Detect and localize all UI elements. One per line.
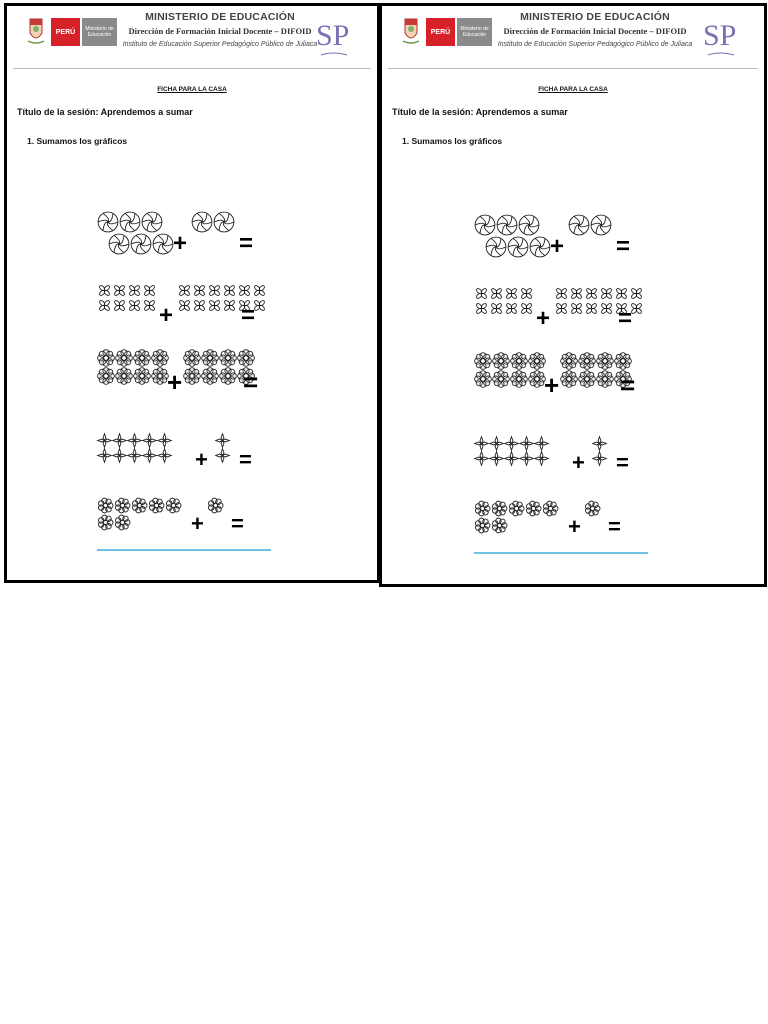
pinwheel-flower-icon bbox=[486, 237, 506, 257]
four-petal-flower-icon bbox=[224, 285, 236, 297]
peru-badge: PERÚ bbox=[51, 18, 80, 46]
daisy-flower-icon bbox=[475, 353, 492, 370]
pinwheel-flower-icon bbox=[519, 215, 539, 235]
daisy-flower-icon bbox=[561, 353, 578, 370]
plus-sign: + bbox=[536, 305, 551, 332]
daisy-flower-icon bbox=[511, 353, 528, 370]
round-flower-icon bbox=[509, 501, 524, 516]
star-flower-icon bbox=[535, 452, 549, 466]
four-petal-flower-icon bbox=[194, 300, 206, 312]
four-petal-flower-icon bbox=[521, 303, 533, 315]
pinwheel-flower-icon bbox=[192, 212, 212, 232]
direction-subtitle: Dirección de Formación Inicial Docente – DIFOID bbox=[128, 26, 312, 36]
daisy-flower-icon bbox=[202, 350, 219, 367]
pinwheel-flower-icon bbox=[109, 234, 129, 254]
round-flower-icon bbox=[475, 518, 490, 533]
institute-logo-icon bbox=[700, 11, 742, 63]
daisy-flower-icon bbox=[597, 353, 614, 370]
star-flower-icon bbox=[98, 434, 112, 448]
star-flower-icon bbox=[505, 452, 519, 466]
daisy-flower-icon bbox=[493, 353, 510, 370]
round-flower-icon bbox=[132, 498, 147, 513]
four-petal-flower-icon bbox=[209, 300, 221, 312]
four-petal-flower-icon bbox=[254, 285, 266, 297]
daisy-flower-icon bbox=[134, 350, 151, 367]
star-flower-icon bbox=[535, 437, 549, 451]
page-header bbox=[388, 6, 758, 69]
four-petal-flower-icon bbox=[631, 303, 643, 315]
four-petal-flower-icon bbox=[129, 285, 141, 297]
worksheet-page-right bbox=[379, 3, 767, 587]
four-petal-flower-icon bbox=[209, 285, 221, 297]
peru-coat-of-arms-icon bbox=[402, 15, 420, 45]
equals-sign: = bbox=[239, 230, 254, 257]
four-petal-flower-icon bbox=[224, 300, 236, 312]
star-flower-icon bbox=[505, 437, 519, 451]
institute-name: Instituto de Educación Superior Pedagógico Público de Juliaca bbox=[497, 41, 693, 48]
four-petal-flower-icon bbox=[571, 288, 583, 300]
four-petal-flower-icon bbox=[616, 288, 628, 300]
plus-sign: + bbox=[167, 367, 183, 397]
four-petal-flower-icon bbox=[99, 300, 111, 312]
institute-name: Instituto de Educación Superior Pedagógico Público de Juliaca bbox=[122, 41, 318, 48]
round-flower-icon bbox=[585, 501, 600, 516]
four-petal-flower-icon bbox=[506, 303, 518, 315]
star-flower-icon bbox=[216, 434, 230, 448]
ficha-heading: FICHA PARA LA CASA bbox=[157, 86, 227, 93]
pinwheel-flower-icon bbox=[131, 234, 151, 254]
four-petal-flower-icon bbox=[254, 300, 266, 312]
four-petal-flower-icon bbox=[556, 303, 568, 315]
round-flower-icon bbox=[208, 498, 223, 513]
daisy-flower-icon bbox=[220, 350, 237, 367]
star-flower-icon bbox=[143, 434, 157, 448]
four-petal-flower-icon bbox=[491, 288, 503, 300]
daisy-flower-icon bbox=[152, 368, 169, 385]
round-flower-icon bbox=[115, 515, 130, 530]
equals-sign: = bbox=[616, 450, 629, 475]
four-petal-flower-icon bbox=[631, 288, 643, 300]
daisy-flower-icon bbox=[579, 353, 596, 370]
daisy-flower-icon bbox=[220, 368, 237, 385]
four-petal-flower-icon bbox=[601, 288, 613, 300]
pinwheel-flower-icon bbox=[569, 215, 589, 235]
star-flower-icon bbox=[216, 449, 230, 463]
daisy-flower-icon bbox=[597, 371, 614, 388]
star-flower-icon bbox=[520, 437, 534, 451]
pinwheel-flower-icon bbox=[530, 237, 550, 257]
daisy-flower-icon bbox=[98, 368, 115, 385]
four-petal-flower-icon bbox=[521, 288, 533, 300]
four-petal-flower-icon bbox=[129, 300, 141, 312]
daisy-flower-icon bbox=[493, 371, 510, 388]
equals-sign: = bbox=[243, 367, 259, 397]
institute-logo-icon bbox=[313, 11, 355, 63]
daisy-flower-icon bbox=[238, 350, 255, 367]
worksheet-page-left bbox=[4, 3, 380, 583]
four-petal-flower-icon bbox=[586, 288, 598, 300]
four-petal-flower-icon bbox=[506, 288, 518, 300]
daisy-flower-icon bbox=[511, 371, 528, 388]
four-petal-flower-icon bbox=[144, 300, 156, 312]
star-flower-icon bbox=[98, 449, 112, 463]
plus-sign: + bbox=[550, 233, 565, 260]
four-petal-flower-icon bbox=[144, 285, 156, 297]
equals-sign: = bbox=[620, 370, 636, 400]
star-flower-icon bbox=[113, 434, 127, 448]
daisy-flower-icon bbox=[615, 353, 632, 370]
pinwheel-flower-icon bbox=[98, 212, 118, 232]
daisy-flower-icon bbox=[475, 371, 492, 388]
four-petal-flower-icon bbox=[601, 303, 613, 315]
equals-sign: = bbox=[618, 305, 633, 332]
ministry-title: MINISTERIO DE EDUCACIÓN bbox=[145, 11, 295, 23]
pinwheel-flower-icon bbox=[497, 215, 517, 235]
four-petal-flower-icon bbox=[571, 303, 583, 315]
exercise-item: 1. Sumamos los gráficos bbox=[402, 136, 503, 146]
star-flower-icon bbox=[475, 452, 489, 466]
equals-sign: = bbox=[241, 302, 256, 329]
daisy-flower-icon bbox=[116, 368, 133, 385]
four-petal-flower-icon bbox=[556, 288, 568, 300]
four-petal-flower-icon bbox=[476, 303, 488, 315]
round-flower-icon bbox=[543, 501, 558, 516]
four-petal-flower-icon bbox=[491, 303, 503, 315]
equals-sign: = bbox=[616, 233, 631, 260]
ministry-badge: Ministerio de Educación bbox=[82, 18, 117, 46]
exercise-item: 1. Sumamos los gráficos bbox=[27, 136, 128, 146]
four-petal-flower-icon bbox=[99, 285, 111, 297]
plus-sign: + bbox=[568, 514, 581, 539]
plus-sign: + bbox=[173, 230, 188, 257]
four-petal-flower-icon bbox=[239, 285, 251, 297]
institute-logo-text: SP bbox=[316, 19, 350, 52]
session-title: Título de la sesión: Aprendemos a sumar bbox=[17, 107, 193, 117]
daisy-flower-icon bbox=[561, 371, 578, 388]
equals-sign: = bbox=[239, 447, 252, 472]
round-flower-icon bbox=[149, 498, 164, 513]
answer-baseline bbox=[97, 549, 271, 551]
four-petal-flower-icon bbox=[114, 285, 126, 297]
pinwheel-flower-icon bbox=[142, 212, 162, 232]
round-flower-icon bbox=[526, 501, 541, 516]
daisy-flower-icon bbox=[579, 371, 596, 388]
star-flower-icon bbox=[158, 434, 172, 448]
daisy-flower-icon bbox=[98, 350, 115, 367]
addition-exercise bbox=[91, 211, 271, 556]
four-petal-flower-icon bbox=[476, 288, 488, 300]
four-petal-flower-icon bbox=[179, 285, 191, 297]
round-flower-icon bbox=[115, 498, 130, 513]
round-flower-icon bbox=[492, 501, 507, 516]
ministry-title: MINISTERIO DE EDUCACIÓN bbox=[520, 11, 670, 23]
equals-sign: = bbox=[231, 511, 244, 536]
round-flower-icon bbox=[166, 498, 181, 513]
pinwheel-flower-icon bbox=[153, 234, 173, 254]
round-flower-icon bbox=[98, 498, 113, 513]
plus-sign: + bbox=[195, 447, 208, 472]
pinwheel-flower-icon bbox=[508, 237, 528, 257]
star-flower-icon bbox=[490, 437, 504, 451]
ministry-badge: Ministerio de Educación bbox=[457, 18, 492, 46]
star-flower-icon bbox=[113, 449, 127, 463]
daisy-flower-icon bbox=[529, 353, 546, 370]
addition-exercise bbox=[468, 214, 648, 559]
daisy-flower-icon bbox=[134, 368, 151, 385]
round-flower-icon bbox=[475, 501, 490, 516]
four-petal-flower-icon bbox=[114, 300, 126, 312]
daisy-flower-icon bbox=[116, 350, 133, 367]
star-flower-icon bbox=[490, 452, 504, 466]
pinwheel-flower-icon bbox=[214, 212, 234, 232]
four-petal-flower-icon bbox=[194, 285, 206, 297]
round-flower-icon bbox=[98, 515, 113, 530]
plus-sign: + bbox=[191, 511, 204, 536]
pinwheel-flower-icon bbox=[591, 215, 611, 235]
direction-subtitle: Dirección de Formación Inicial Docente – DIFOID bbox=[503, 26, 687, 36]
daisy-flower-icon bbox=[529, 371, 546, 388]
star-flower-icon bbox=[475, 437, 489, 451]
peru-badge: PERÚ bbox=[426, 18, 455, 46]
star-flower-icon bbox=[128, 434, 142, 448]
daisy-flower-icon bbox=[152, 350, 169, 367]
answer-baseline bbox=[474, 552, 648, 554]
star-flower-icon bbox=[520, 452, 534, 466]
institute-logo-text: SP bbox=[703, 19, 737, 52]
session-title: Título de la sesión: Aprendemos a sumar bbox=[392, 107, 568, 117]
star-flower-icon bbox=[143, 449, 157, 463]
star-flower-icon bbox=[593, 437, 607, 451]
star-flower-icon bbox=[593, 452, 607, 466]
four-petal-flower-icon bbox=[179, 300, 191, 312]
round-flower-icon bbox=[492, 518, 507, 533]
equals-sign: = bbox=[608, 514, 621, 539]
daisy-flower-icon bbox=[184, 350, 201, 367]
pinwheel-flower-icon bbox=[475, 215, 495, 235]
plus-sign: + bbox=[159, 302, 174, 329]
star-flower-icon bbox=[128, 449, 142, 463]
ficha-heading: FICHA PARA LA CASA bbox=[538, 86, 608, 93]
daisy-flower-icon bbox=[202, 368, 219, 385]
plus-sign: + bbox=[572, 450, 585, 475]
plus-sign: + bbox=[544, 370, 560, 400]
star-flower-icon bbox=[158, 449, 172, 463]
four-petal-flower-icon bbox=[586, 303, 598, 315]
peru-coat-of-arms-icon bbox=[27, 15, 45, 45]
daisy-flower-icon bbox=[184, 368, 201, 385]
page-header bbox=[13, 6, 371, 69]
pinwheel-flower-icon bbox=[120, 212, 140, 232]
